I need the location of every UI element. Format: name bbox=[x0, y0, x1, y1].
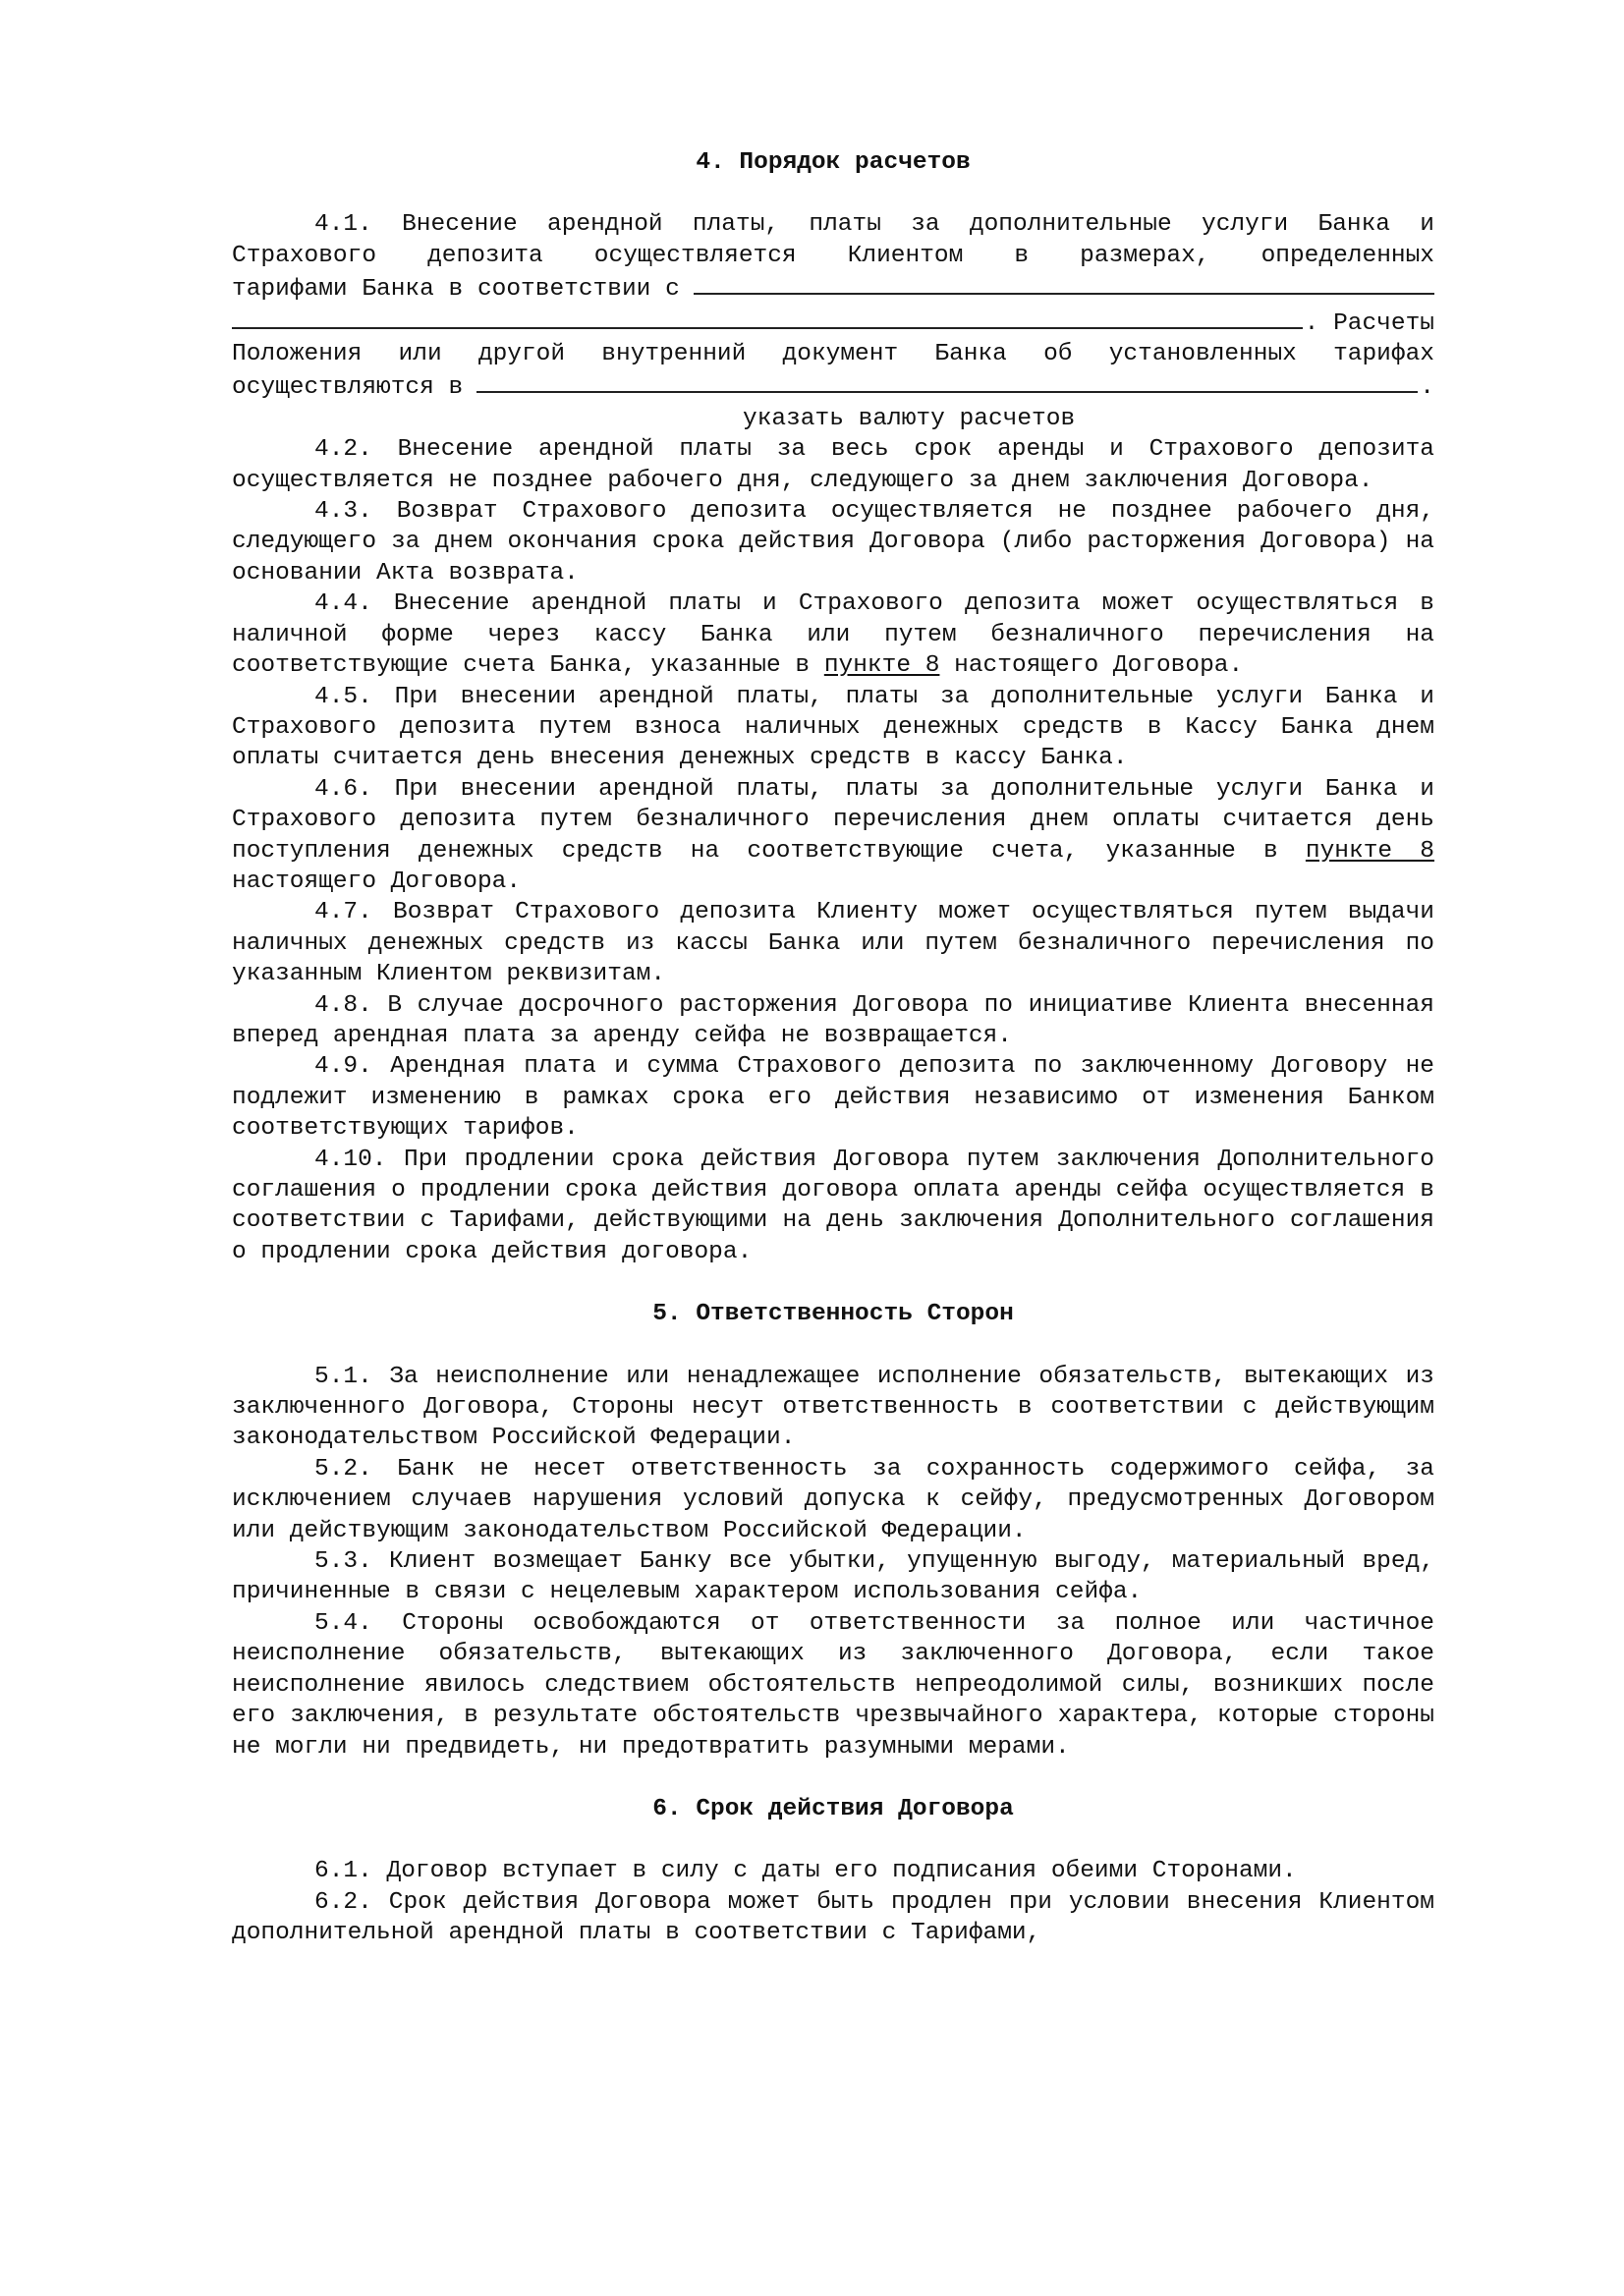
clause-4-1-line-6-end: . bbox=[1420, 374, 1434, 402]
clause-4-6 bbox=[232, 774, 1434, 898]
clause-6-1: 6.1. Договор вступает в силу с даты его подписания обеими Сторонами. bbox=[314, 1858, 1297, 1885]
clause-4-1-line-3-text: тарифами Банка в соответствии с bbox=[232, 276, 680, 304]
clause-4-4-text: 4.4. Внесение арендной платы и Страхового депозита может осуществляться в наличной форме через кассу Банка или путем безналичного перечисления на соответствующие счета Банка, указанные в bbox=[232, 590, 1434, 680]
tariff-document-blank-continued[interactable] bbox=[232, 306, 1303, 329]
clause-5-1: 5.1. За неисполнение или ненадлежащее исполнение обязательств, вытекающих из заключенного Договора, Стороны несут ответственность в соответствии с действующим законодательством Российской Федерации. bbox=[232, 1363, 1434, 1452]
currency-blank[interactable] bbox=[476, 369, 1418, 393]
currency-hint: указать валюту расчетов bbox=[743, 405, 1076, 432]
clause-4-3: 4.3. Возврат Страхового депозита осуществляется не позднее рабочего дня, следующего за днем окончания срока действия Договора (либо расторжения Договора) на основании Акта возврата. bbox=[232, 498, 1434, 587]
clause-4-2: 4.2. Внесение арендной платы за весь срок аренды и Страхового депозита осуществляется не позднее рабочего дня, следующего за днем заключения Договора. bbox=[232, 436, 1434, 494]
clause-4-1-line-5: Положения или другой внутренний документ Банка об установленных тарифах bbox=[232, 341, 1434, 368]
clause-4-10: 4.10. При продлении срока действия Договора путем заключения Дополнительного соглашения о продлении срока действия договора оплата аренды сейфа осуществляется в соответствии с Тарифами, действующими на день заключения Дополнительного соглашения о продлении срока действия договора. bbox=[232, 1146, 1434, 1265]
clause-4-4 bbox=[232, 588, 1434, 681]
section-5-heading: 5. Ответственность Сторон bbox=[652, 1301, 1014, 1328]
clause-4-6-text: 4.6. При внесении арендной платы, платы за дополнительные услуги Банка и Страхового депозита путем безналичного перечисления днем оплаты считается день поступления денежных средств на соответствующие счета, указанные в bbox=[232, 775, 1434, 865]
clause-4-1-line-1: 4.1. Внесение арендной платы, платы за дополнительные услуги Банка и bbox=[314, 211, 1434, 239]
clause-4-8: 4.8. В случае досрочного расторжения Договора по инициативе Клиента внесенная вперед арендная плата за аренду сейфа не возвращается. bbox=[232, 991, 1434, 1049]
clause-6-2: 6.2. Срок действия Договора может быть продлен при условии внесения Клиентом дополнительной арендной платы в соответствии с Тарифами, bbox=[232, 1888, 1434, 1947]
document-page bbox=[232, 147, 1434, 1949]
tariff-document-blank[interactable] bbox=[694, 271, 1434, 295]
clause-4-4-text-end: настоящего Договора. bbox=[954, 652, 1244, 680]
section-4-heading: 4. Порядок расчетов bbox=[696, 149, 971, 176]
clause-4-5: 4.5. При внесении арендной платы, платы за дополнительные услуги Банка и Страхового депозита путем взноса наличных денежных средств в Кассу Банка днем оплаты считается день внесения денежных средств в кассу Банка. bbox=[232, 683, 1434, 772]
section-6-heading: 6. Срок действия Договора bbox=[652, 1795, 1014, 1822]
clause-4-1-line-3 bbox=[232, 271, 1434, 305]
clause-4-1-line-4-text: . Расчеты bbox=[1304, 309, 1434, 337]
clause-4-6-link[interactable]: пункте 8 bbox=[1305, 837, 1435, 865]
clause-4-7: 4.7. Возврат Страхового депозита Клиенту может осуществляться путем выдачи наличных денежных средств из кассы Банка или путем безналичного перечисления по указанным Клиентом реквизитам. bbox=[232, 899, 1434, 988]
clause-4-6-text-end: настоящего Договора. bbox=[232, 868, 522, 895]
clause-4-1-line-2: Страхового депозита осуществляется Клиентом в размерах, определенных bbox=[232, 242, 1434, 269]
clause-4-4-link[interactable]: пункте 8 bbox=[823, 652, 940, 680]
clause-4-1-line-6-text: осуществляются в bbox=[232, 374, 464, 402]
clause-4-1-line-6 bbox=[232, 369, 1434, 403]
clause-5-3: 5.3. Клиент возмещает Банку все убытки, упущенную выгоду, материальный вред, причиненные в связи с нецелевым характером использования сейфа. bbox=[232, 1548, 1434, 1606]
clause-4-9: 4.9. Арендная плата и сумма Страхового депозита по заключенному Договору не подлежит изменению в рамках срока его действия независимо от изменения Банком соответствующих тарифов. bbox=[232, 1053, 1434, 1143]
clause-5-2: 5.2. Банк не несет ответственность за сохранность содержимого сейфа, за исключением случаев нарушения условий допуска к сейфу, предусмотренных Договором или действующим законодательством Российской Федерации. bbox=[232, 1455, 1434, 1544]
clause-5-4: 5.4. Стороны освобождаются от ответственности за полное или частичное неисполнение обязательств, вытекающих из заключенного Договора, если такое неисполнение явилось следствием обстоятельств непреодолимой силы, возникших после его заключения, в результате обстоятельств чрезвычайного характера, которые стороны не могли ни предвидеть, ни предотвратить разумными мерами. bbox=[232, 1609, 1434, 1761]
clause-4-1-line-4 bbox=[232, 306, 1434, 339]
